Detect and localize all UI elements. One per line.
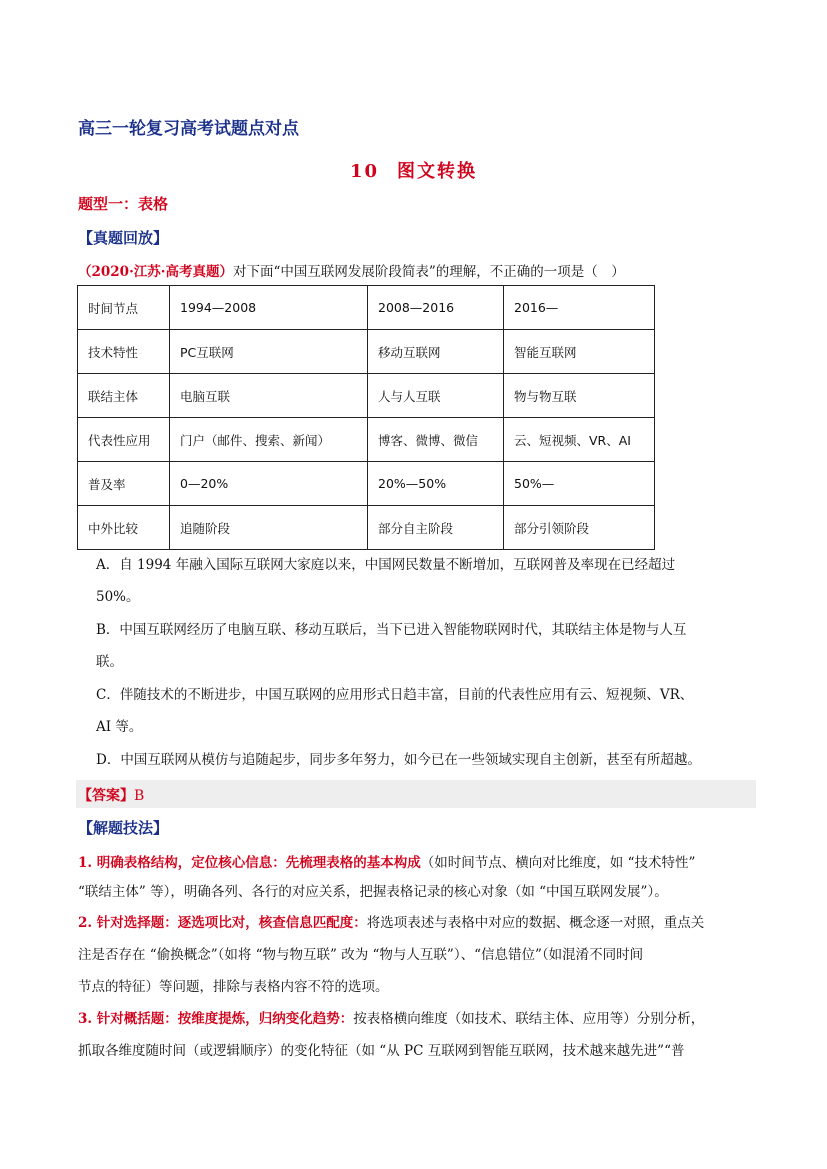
method-label: 【解题技法】: [78, 819, 169, 837]
table-cell: 2016—: [504, 286, 655, 330]
method-2-line2: 注是否存在 “偷换概念”（如将 “物与物互联” 改为 “物与人互联”）、“信息错位”（如混淆不同时间: [78, 947, 644, 963]
section-title: [0, 157, 827, 183]
table-cell: 2008—2016: [368, 286, 504, 330]
question: [78, 260, 625, 280]
type-heading: 题型一：表格: [78, 195, 169, 213]
table-cell: 移动互联网: [368, 330, 504, 374]
question-source: （2020·江苏·高考真题）: [78, 264, 233, 280]
option-b-line1: B．中国互联网经历了电脑互联、移动互联后，当下已进入智能物联网时代，其联结主体是物与人互: [96, 622, 687, 638]
option-a-line2: 50%。: [96, 589, 140, 605]
table-row: [78, 462, 655, 506]
table-cell: 时间节点: [78, 286, 170, 330]
header-title: 高三一轮复习高考试题点对点: [78, 119, 299, 139]
table-row: [78, 330, 655, 374]
table-row: [78, 286, 655, 330]
method-1-text: （如时间节点、横向对比维度，如 “技术特性”: [420, 855, 696, 871]
method-2-text: 将选项表述与表格中对应的数据、概念逐一对照，重点关: [366, 915, 705, 931]
table-cell: 人与人互联: [368, 374, 504, 418]
method-2-line1: [78, 906, 758, 940]
method-3-text: 按表格横向维度（如技术、联结主体、应用等）分别分析，: [353, 1011, 705, 1027]
table-cell: 50%—: [504, 462, 655, 506]
answer-label: 【答案】: [78, 788, 134, 804]
internet-stage-table: [77, 285, 655, 550]
method-1-heading: 1. 明确表格结构，定位核心信息：先梳理表格的基本构成: [78, 855, 421, 871]
table-cell: 代表性应用: [78, 418, 170, 462]
option-a-line1: A．自 1994 年融入国际互联网大家庭以来，中国网民数量不断增加，互联网普及率现在已经超过: [96, 557, 676, 573]
table-cell: 部分引领阶段: [504, 506, 655, 550]
table-row: [78, 506, 655, 550]
table-cell: 普及率: [78, 462, 170, 506]
option-c-line1: C．伴随技术的不断进步，中国互联网的应用形式日趋丰富，目前的代表性应用有云、短视频、VR、: [96, 687, 694, 703]
table-cell: 联结主体: [78, 374, 170, 418]
answer-bar: [76, 780, 756, 808]
table-cell: 部分自主阶段: [368, 506, 504, 550]
table-cell: 门户（邮件、搜索、新闻）: [170, 418, 368, 462]
table-cell: 1994—2008: [170, 286, 368, 330]
method-3-line1: [78, 1002, 758, 1036]
method-3-line2: 抓取各维度随时间（或逻辑顺序）的变化特征（如 “从 PC 互联网到智能互联网，技术越来越先进”“普: [78, 1043, 685, 1059]
question-text: 对下面“中国互联网发展阶段简表”的理解，不正确的一项是（ ）: [232, 264, 625, 280]
review-label: 【真题回放】: [78, 229, 169, 247]
table-cell: 物与物互联: [504, 374, 655, 418]
table-row: [78, 418, 655, 462]
table-cell: 智能互联网: [504, 330, 655, 374]
method-3-heading: 3. 针对概括题：按维度提炼，归纳变化趋势：: [78, 1011, 354, 1027]
option-d-line1: D．中国互联网从模仿与追随起步，同步多年努力，如今已在一些领域实现自主创新，甚至有所超越。: [96, 752, 701, 768]
answer: [78, 785, 144, 805]
table-cell: PC互联网: [170, 330, 368, 374]
table-cell: 0—20%: [170, 462, 368, 506]
section-name: 图文转换: [397, 161, 478, 182]
method-2-line3: 节点的特征）等问题，排除与表格内容不符的选项。: [78, 979, 389, 995]
section-number: 10: [349, 161, 380, 182]
method-2-heading: 2. 针对选择题：逐选项比对，核查信息匹配度：: [78, 915, 367, 931]
table-cell: 技术特性: [78, 330, 170, 374]
option-c-line2: AI 等。: [96, 719, 143, 735]
table-cell: 云、短视频、VR、AI: [504, 418, 655, 462]
answer-value: B: [134, 788, 145, 804]
table-cell: 博客、微博、微信: [368, 418, 504, 462]
table-cell: 电脑互联: [170, 374, 368, 418]
table-cell: 20%—50%: [368, 462, 504, 506]
table-cell: 追随阶段: [170, 506, 368, 550]
option-b-line2: 联。: [96, 654, 123, 670]
table-row: [78, 374, 655, 418]
method-1-line2: “联结主体” 等），明确各列、各行的对应关系，把握表格记录的核心对象（如 “中国互联网发展”）。: [78, 884, 668, 900]
table-cell: 中外比较: [78, 506, 170, 550]
